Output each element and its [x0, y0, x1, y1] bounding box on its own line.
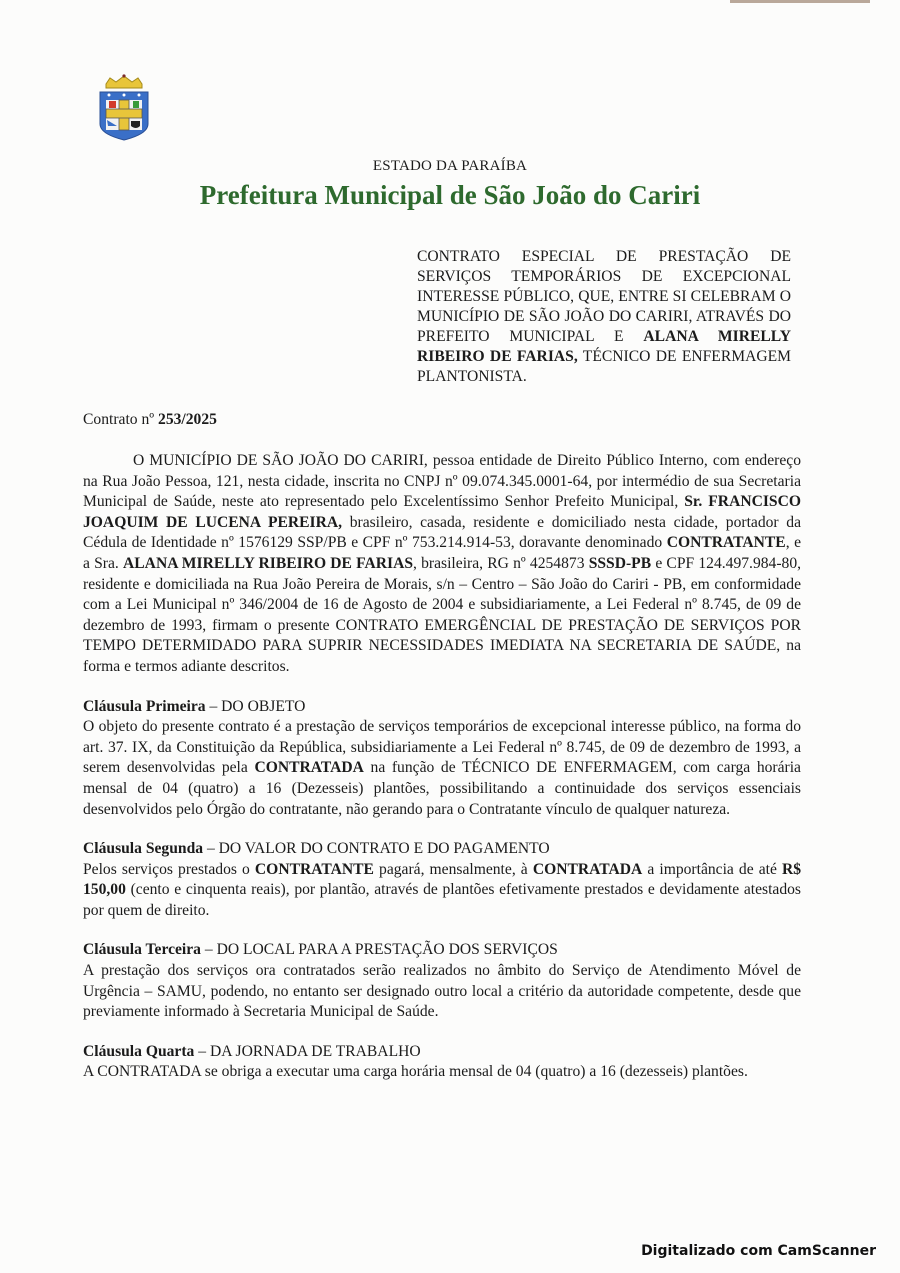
text: A prestação dos serviços ora contratados serão realizados no âmbito do Serviço de Atendimento Móvel de Urgência – SAMU, podendo, no entanto ser designado outro local a critério da autoridade competente, desde que previamente informado à Secretaria Municipal de Saúde.	[83, 962, 801, 1021]
text: O objeto do presente contrato é a prestação de serviços temporários de excepcional interesse público, na forma do art. 37. IX, da Constituição da República, subsidiariamente a Lei Federal nº 8.745, de 09 de dezembro de 1993, a serem desenvolvidas pela	[83, 718, 801, 777]
text: (cento e cinquenta reais), por plantão, através de plantões efetivamente prestados e devidamente atestados por quem de direito.	[83, 881, 801, 919]
state-heading: ESTADO DA PARAÍBA	[372, 158, 528, 174]
preamble-paragraph	[83, 451, 801, 678]
clause-subject: – DO OBJETO	[205, 697, 306, 715]
camscanner-watermark: Digitalizado com CamScanner	[641, 1243, 876, 1259]
rg-issuer: SSSD-PB	[588, 554, 652, 572]
clause-second	[83, 839, 801, 921]
text: , brasileira, RG nº 4254873	[413, 554, 585, 572]
clause-third	[83, 940, 801, 1022]
municipal-coat-of-arms-logo	[98, 74, 150, 142]
payment-amount: R$ 150,00	[83, 860, 802, 899]
contracted-name: ALANA MIRELLY RIBEIRO DE FARIAS	[123, 554, 414, 572]
contratada-label: CONTRATADA	[254, 759, 364, 777]
text: , e a Sra.	[83, 534, 802, 572]
contract-summary	[417, 247, 791, 387]
contracted-name: ALANA MIRELLY RIBEIRO DE FARIAS,	[417, 328, 791, 365]
contratante-label: CONTRATANTE	[666, 534, 786, 552]
clause-title	[83, 1042, 801, 1063]
text: A CONTRATADA se obriga a executar uma carga horária mensal de 04 (quatro) a 16 (dezesseis) plantões.	[83, 1063, 748, 1081]
summary-role: TÉCNICO DE ENFERMAGEM PLANTONISTA.	[417, 348, 791, 385]
clause-title	[83, 940, 801, 961]
clause-first	[83, 697, 801, 821]
clause-subject: – DO LOCAL PARA A PRESTAÇÃO DOS SERVIÇOS	[200, 941, 558, 959]
text: na função de TÉCNICO DE ENFERMAGEM, com carga horária mensal de 04 (quatro) a 16 (Dezesseis) plantões, possibilitando a continuidade dos serviços essenciais desenvolvidos pelo Órgão do contratante, não gerando para o Contratante vínculo de qualquer natureza.	[83, 759, 801, 818]
clause-fourth	[83, 1042, 801, 1083]
contract-number-label: Contrato nº	[83, 411, 155, 428]
scan-edge	[730, 0, 870, 3]
text: brasileiro, casada, residente e domiciliado nesta cidade, portador da Cédula de Identidade nº 1576129 SSP/PB e CPF nº 753.214.914-53, doravante denominado	[83, 513, 801, 552]
text: a importância de até	[647, 860, 777, 878]
clause-subject: – DO VALOR DO CONTRATO E DO PAGAMENTO	[203, 840, 550, 858]
clause-label: Cláusula Primeira	[83, 697, 206, 715]
mayor-name: Sr. FRANCISCO JOAQUIM DE LUCENA PEREIRA,	[83, 493, 801, 531]
contratante-label: CONTRATANTE	[254, 860, 374, 878]
summary-text: CONTRATO ESPECIAL DE PRESTAÇÃO DE SERVIÇOS TEMPORÁRIOS DE EXCEPCIONAL INTERESSE PÚBLICO, QUE, ENTRE SI CELEBRAM O MUNICÍPIO DE SÃO JOÃO DO CARIRI, ATRAVÉS DO PREFEITO MUNICIPAL E	[417, 248, 791, 345]
clause-label: Cláusula Quarta	[83, 1042, 195, 1060]
clause-title	[83, 697, 801, 718]
text: e CPF 124.497.984-80, residente e domiciliada na Rua João Pereira de Morais, s/n – Centro – São João do Cariri - PB, em conformidade com a Lei Municipal nº 346/2004 de 16 de Agosto de 2004 e subsidiariamente, a Lei Federal nº 8.745, de 09 de dezembro de 1993, firmam o presente CONTRATO EMERGÊNCIAL DE PRESTAÇÃO DE SERVIÇOS POR TEMPO DETERMIDADO PARA SUPRIR NECESSIDADES IMEDIATA NA SECRETARIA DE SAÚDE, na forma e termos adiante descritos.	[83, 554, 802, 675]
contract-body	[83, 451, 801, 1102]
contratada-label: CONTRATADA	[532, 860, 643, 878]
contract-number-value: 253/2025	[158, 411, 217, 428]
text: pagará, mensalmente, à	[379, 860, 528, 878]
prefecture-title: Prefeitura Municipal de São João do Cariri	[199, 180, 701, 210]
text: O MUNICÍPIO DE SÃO JOÃO DO CARIRI, pessoa entidade de Direito Público Interno, com endereço na Rua João Pessoa, 121, nesta cidade, inscrita no CNPJ nº 09.074.345.0001-64, por intermédio de sua Secretaria Municipal de Saúde, neste ato representado pelo Excelentíssimo Senhor Prefeito Municipal,	[83, 452, 801, 511]
contract-number	[83, 411, 217, 429]
clause-label: Cláusula Terceira	[83, 941, 201, 959]
text: Pelos serviços prestados o	[83, 860, 250, 878]
clause-label: Cláusula Segunda	[83, 840, 204, 858]
clause-subject: – DA JORNADA DE TRABALHO	[194, 1042, 421, 1060]
clause-title	[83, 839, 801, 860]
